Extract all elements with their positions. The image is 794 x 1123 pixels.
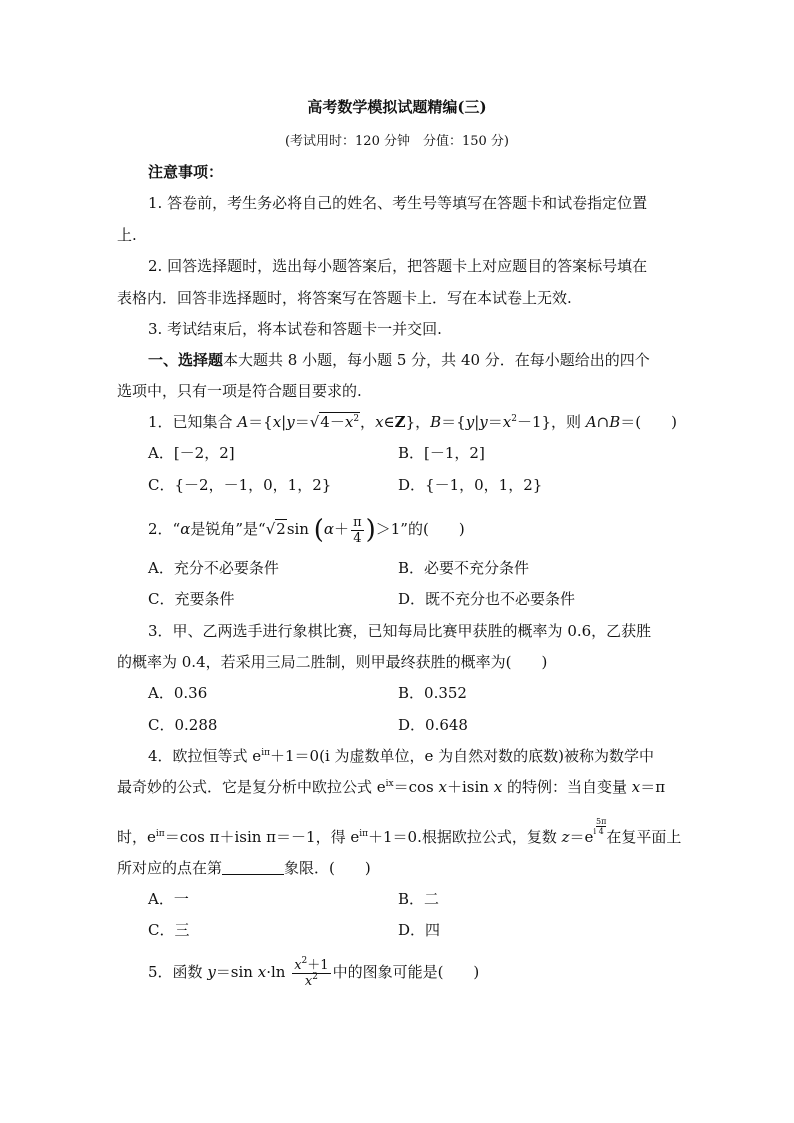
question-4-option-c: C．三 bbox=[148, 921, 190, 939]
section-text-cont: 选项中，只有一项是符合题目要求的. bbox=[117, 382, 362, 400]
question-4-option-a: A．一 bbox=[148, 890, 189, 908]
exam-subtitle: (考试用时：120 分钟 分值：150 分) bbox=[284, 134, 510, 149]
question-1-option-c: C．{－2，－1，0，1，2} bbox=[148, 476, 332, 494]
question-2-option-c: C．充要条件 bbox=[148, 590, 235, 608]
pi-over-4-fraction: $\frac{\pi}{4}$ bbox=[353, 514, 362, 546]
notice-item-1: 1. 答卷前，考生务必将自己的姓名、考生号等填写在答题卡和试卷指定位置 bbox=[148, 194, 648, 212]
question-4-stem-line4: 所对应的点在第 象限．( ) bbox=[117, 859, 371, 877]
question-3-stem: 3．甲、乙两选手进行象棋比赛，已知每局比赛甲获胜的概率为 0.6，乙获胜 bbox=[148, 622, 652, 640]
question-4-stem-line3: 时，$e^{i\pi}=\cos$ π＋isin π＝－1，得 $e^{i\pi}+1=0$.根据欧拉公式，复数 z＝ei $\frac{5\pi}{4}$在复平面上 bbox=[117, 817, 682, 846]
notice-item-2-cont: 表格内．回答非选择题时，将答案写在答题卡上．写在本试卷上无效. bbox=[117, 289, 572, 307]
question-3-option-d: D．0.648 bbox=[398, 716, 468, 734]
notice-heading: 注意事项： bbox=[148, 163, 224, 181]
question-3-stem-cont: 的概率为 0.4，若采用三局二胜制，则甲最终获胜的概率为( ) bbox=[117, 653, 548, 671]
question-3-option-a: A．0.36 bbox=[148, 684, 208, 702]
question-3-option-c: C．0.288 bbox=[148, 716, 218, 734]
exam-title: 高考数学模拟试题精编(三) bbox=[307, 98, 487, 116]
question-1-option-d: D．{－1，0，1，2} bbox=[398, 476, 543, 494]
question-2-option-b: B．必要不充分条件 bbox=[398, 559, 530, 577]
question-2-stem: 2．“α是锐角”是“√2sin (α＋ $\frac{\pi}{4}$ )＞1”的( ) bbox=[148, 514, 465, 546]
section-label: 一、选择题 bbox=[148, 351, 224, 369]
section-heading bbox=[148, 350, 650, 370]
answer-blank bbox=[222, 860, 284, 875]
question-1-option-b: B．[－1，2] bbox=[398, 444, 485, 462]
exponent-fraction: i bbox=[593, 827, 596, 836]
question-2-option-d: D．既不充分也不必要条件 bbox=[398, 590, 576, 608]
notice-item-1-cont: 上. bbox=[117, 226, 137, 244]
question-1-stem: 1．已知集合 $A=\{x|y=√4-x^2$，x∈Z}，$B=\{y|y=x^2-1\}$，则 A∩B＝( ) bbox=[148, 413, 677, 431]
radical: $4-x^2$ bbox=[320, 413, 360, 431]
question-3-option-b: B．0.352 bbox=[398, 684, 467, 702]
section-text: 本大题共 8 小题，每小题 5 分，共 40 分．在每小题给出的四个 bbox=[223, 351, 650, 369]
question-4-option-d: D．四 bbox=[398, 921, 441, 939]
question-4-stem: 4．欧拉恒等式 $e^{i\pi}+1=0(i$ 为虚数单位，e 为自然对数的底数)被称为数学中 bbox=[148, 747, 655, 765]
question-4-option-b: B．二 bbox=[398, 890, 440, 908]
question-5-stem: 5．函数 y＝sin x·ln $\frac{x^2+1}{x^2}$ 中的图象可能是( ) bbox=[148, 955, 480, 989]
question-4-stem-line2: 最奇妙的公式．它是复分析中欧拉公式 $e^{ix}=\cos$ x＋isin x 的特例：当自变量 x＝π bbox=[117, 778, 666, 796]
log-argument-fraction: $\frac{x^2+1}{x^2}$ bbox=[294, 955, 329, 989]
question-2-option-a: A．充分不必要条件 bbox=[148, 559, 279, 577]
notice-item-2: 2. 回答选择题时，选出每小题答案后，把答题卡上对应题目的答案标号填在 bbox=[148, 257, 648, 275]
five-pi-over-4-fraction: $\frac{5\pi}{4}$ bbox=[596, 817, 607, 836]
question-1-option-a: A．[－2，2] bbox=[148, 444, 235, 462]
notice-item-3: 3. 考试结束后，将本试卷和答题卡一并交回. bbox=[148, 320, 442, 338]
